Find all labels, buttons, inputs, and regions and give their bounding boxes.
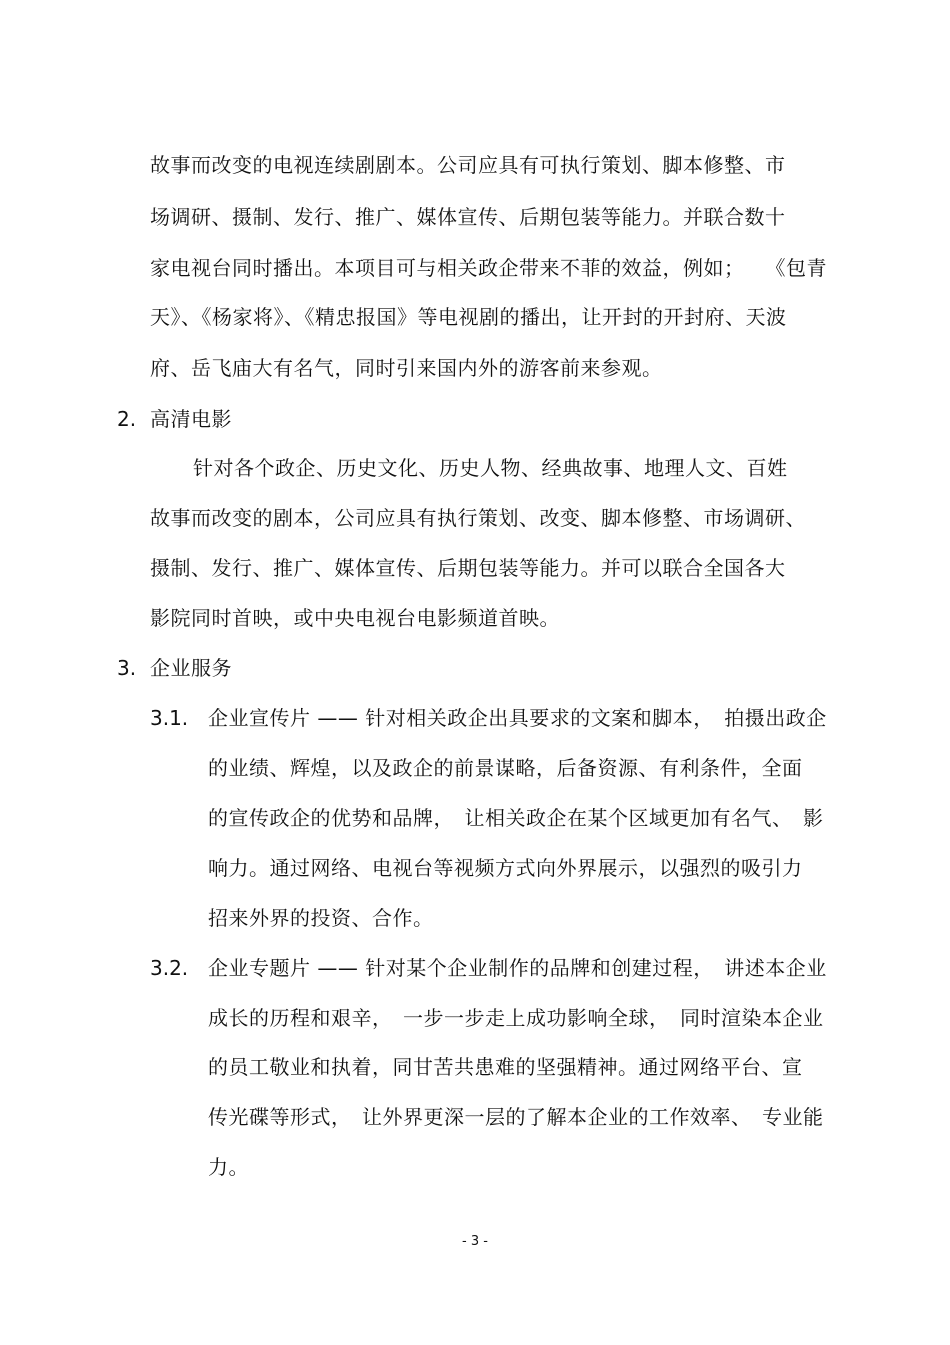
paragraph-line: 故事而改变的剧本，公司应具有执行策划、改变、脚本修整、市场调研、	[150, 506, 806, 530]
paragraph-line: 摄制、发行、推广、媒体宣传、后期包装等能力。并可以联合全国各大	[150, 556, 786, 580]
paragraph-line: 影院同时首映，或中央电视台电影频道首映。	[150, 606, 560, 630]
paragraph-line: 故事而改变的电视连续剧剧本。公司应具有可执行策划、脚本修整、市	[150, 153, 786, 177]
section-number: 2.	[117, 407, 137, 431]
paragraph-line: 针对各个政企、历史文化、历史人物、经典故事、地理人文、百姓	[193, 456, 788, 480]
paragraph-line: 招来外界的投资、合作。	[208, 906, 434, 930]
paragraph-line: 的业绩、辉煌，以及政企的前景谋略，后备资源、有利条件，全面	[208, 756, 803, 780]
section-heading: 高清电影	[150, 407, 232, 431]
paragraph-line: 成长的历程和艰辛， 一步一步走上成功影响全球， 同时渲染本企业	[208, 1006, 824, 1030]
paragraph-line: 企业专题片 —— 针对某个企业制作的品牌和创建过程， 讲述本企业	[208, 956, 827, 980]
paragraph-line: 天》、《杨家将》、《精忠报国》等电视剧的播出，让开封的开封府、天波	[150, 305, 787, 329]
paragraph-line: 响力。通过网络、电视台等视频方式向外界展示，以强烈的吸引力	[208, 856, 803, 880]
section-number: 3.	[117, 656, 137, 680]
section-heading: 企业服务	[150, 656, 232, 680]
paragraph-line: 场调研、摄制、发行、推广、媒体宣传、后期包装等能力。并联合数十	[150, 205, 786, 229]
paragraph-line: 府、岳飞庙大有名气，同时引来国内外的游客前来参观。	[150, 356, 663, 380]
paragraph-line: 家电视台同时播出。本项目可与相关政企带来不菲的效益，例如； 《包青	[150, 256, 827, 280]
paragraph-line: 传光碟等形式， 让外界更深一层的了解本企业的工作效率、 专业能	[208, 1105, 824, 1129]
paragraph-line: 企业宣传片 —— 针对相关政企出具要求的文案和脚本， 拍摄出政企	[208, 706, 827, 730]
subsection-number: 3.2.	[150, 956, 189, 980]
paragraph-line: 的员工敬业和执着，同甘苦共患难的坚强精神。通过网络平台、宣	[208, 1055, 803, 1079]
paragraph-line: 的宣传政企的优势和品牌， 让相关政企在某个区域更加有名气、 影	[208, 806, 824, 830]
subsection-number: 3.1.	[150, 706, 189, 730]
page-number: - 3 -	[462, 1234, 488, 1249]
paragraph-line: 力。	[208, 1155, 249, 1179]
